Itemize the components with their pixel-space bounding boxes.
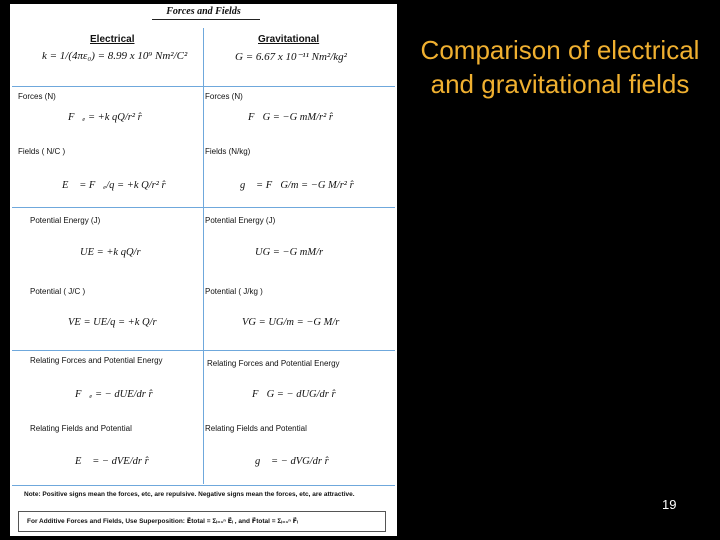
electrical-force-formula: F⃗ₑ = +k qQ/r² r̂ [68,112,142,123]
page-number: 19 [662,497,677,512]
electrical-relating-forces-formula: F⃗ₑ = − dUE/dr r̂ [75,389,153,400]
electrical-fields-label: Fields ( N/C ) [18,147,66,156]
gravitational-relating-fields-label: Relating Fields and Potential [205,424,307,433]
gravitational-relating-fields-formula: g⃗ = − dVG/dr r̂ [255,456,329,467]
electrical-potential-label: Potential ( J/C ) [30,287,86,296]
electrical-pe-label: Potential Energy (J) [30,216,101,225]
gravitational-potential-label: Potential ( J/kg ) [205,287,263,296]
gravitational-constant: G = 6.67 x 10⁻¹¹ Nm²/kg² [235,51,347,63]
formula-sheet [10,4,397,536]
gravitational-pe-label: Potential Energy (J) [205,216,276,225]
slide-title: Comparison of electrical and gravitational fields [420,35,700,99]
superposition-text: For Additive Forces and Fields, Use Superposition: E⃗total = Σᵢ₌₁ⁿ E⃗ᵢ , and F⃗total = Σᵢ₌₁ⁿ F⃗ᵢ [27,518,299,525]
electrical-potential-formula: VE = UE/q = +k Q/r [68,317,157,328]
sheet-title: Forces and Fields [166,6,241,17]
electrical-forces-label: Forces (N) [18,92,56,101]
row-divider [12,207,395,208]
gravitational-relating-forces-formula: F⃗G = − dUG/dr r̂ [252,389,336,400]
gravitational-forces-label: Forces (N) [205,92,243,101]
electrical-header: Electrical [90,34,135,45]
superposition-box [18,511,386,532]
electrical-pe-formula: UE = +k qQ/r [80,247,141,258]
gravitational-pe-formula: UG = −G mM/r [255,247,324,258]
sign-note: Note: Positive signs mean the forces, etc, are repulsive. Negative signs mean the forces, etc, are attractive. [24,491,355,498]
row-divider [12,350,395,351]
gravitational-potential-formula: VG = UG/m = −G M/r [242,317,340,328]
gravitational-header: Gravitational [258,34,320,45]
gravitational-field-formula: g⃗ = F⃗G/m = −G M/r² r̂ [240,180,354,191]
electrical-relating-forces-label: Relating Forces and Potential Energy [30,356,163,365]
gravitational-fields-label: Fields (N/kg) [205,147,251,156]
electrical-relating-fields-label: Relating Fields and Potential [30,424,132,433]
electrical-field-formula: E⃗ = F⃗ₑ/q = +k Q/r² r̂ [62,180,166,191]
gravitational-relating-forces-label: Relating Forces and Potential Energy [207,359,340,368]
gravitational-force-formula: F⃗G = −G mM/r² r̂ [248,112,333,123]
electrical-constant: k = 1/(4πε₀) = 8.99 x 10⁹ Nm²/C² [42,50,188,62]
column-divider [203,28,204,484]
title-underline [152,19,260,20]
electrical-relating-fields-formula: E⃗ = − dVE/dr r̂ [75,456,149,467]
row-divider [12,86,395,87]
row-divider [12,485,395,486]
